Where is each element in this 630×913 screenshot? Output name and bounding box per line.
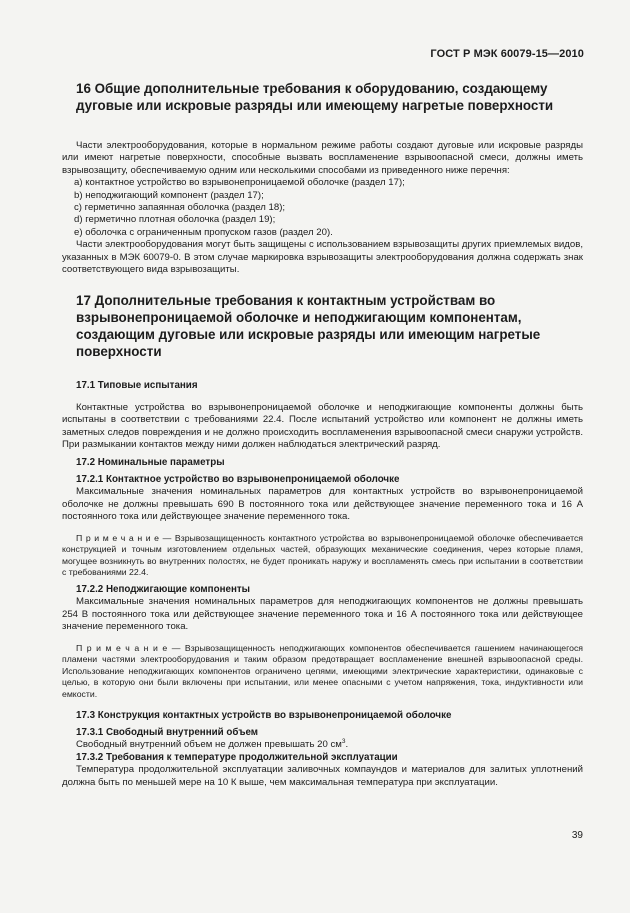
note-1-text: — Взрывозащищенность контактного устройства во взрывонепроницаемой оболочке обеспечивается конструкцией и точным изготовлением отдельных частей, образующих механические соединения, через которые пламя, могущее возникнуть во внутренних полостях, не будет проникать наружу и воспламенять смесь при испытании в соответствии с требованиями 22.4.	[62, 532, 584, 578]
note-2-label: П р и м е ч а н и е	[76, 642, 168, 653]
subsection-17-2-1-title: 17.2.1 Контактное устройство во взрывонепроницаемой оболочке	[76, 473, 400, 485]
note-1-label: П р и м е ч а н и е	[76, 532, 160, 543]
list-item: b) неподжигающий компонент (раздел 17);	[74, 189, 264, 201]
section-16-intro: Части электрооборудования, которые в нормальном режиме работы создают дуговые или искровые разряды или имеют нагретые поверхности, способные вызвать воспламенение взрывоопасной смеси, должны иметь взрывозащиту, обеспечиваемую одним или несколькими способами из приведенного ниже перечня:	[62, 140, 583, 176]
list-item: a) контактное устройство во взрывонепроницаемой оболочке (раздел 17);	[74, 177, 405, 189]
document-code-header: ГОСТ Р МЭК 60079-15—2010	[430, 48, 584, 60]
list-item: c) герметично запаянная оболочка (раздел 18);	[74, 202, 286, 214]
note-2	[62, 643, 583, 701]
subsection-17-3-2-text: Температура продолжительной эксплуатации заливочных компаундов и материалов для залитых уплотнений должна быть по меньшей мере на 10 К выше, чем максимальная температура при эксплуатации.	[62, 764, 583, 788]
subsection-17-2-2-text: Максимальные значения номинальных параметров для неподжигающих компонентов не должны превышать 254 В постоянного тока или действующее значение переменного тока и 16 А постоянного тока или действующее значение переменного тока.	[62, 596, 583, 633]
section-16-heading: 16 Общие дополнительные требования к оборудованию, создающему дуговые или искровые разряды или имеющему нагретые поверхности	[76, 81, 554, 113]
cubic-superscript: 3	[341, 738, 346, 746]
subsection-17-3-title: 17.3 Конструкция контактных устройств во взрывонепроницаемой оболочке	[76, 709, 452, 721]
subsection-17-1-title: 17.1 Типовые испытания	[76, 380, 198, 392]
section-17-heading: 17 Дополнительные требования к контактным устройствам во взрывонепроницаемой оболочке и неподжигающим компонентам, создающим дуговые или искровые разряды или имеющим нагретые поверхности	[76, 293, 541, 360]
list-item: e) оболочка с ограниченным пропуском газов (раздел 20).	[74, 226, 333, 238]
subsection-17-3-1-text	[62, 739, 583, 751]
page-content	[62, 80, 583, 789]
page-number: 39	[571, 830, 583, 841]
volume-requirement: Свободный внутренний объем не должен превышать 20 см	[76, 739, 342, 751]
list-item: d) герметично плотная оболочка (раздел 19);	[74, 214, 276, 226]
subsection-17-1-text: Контактные устройства во взрывонепроницаемой оболочке и неподжигающие компоненты должны быть испытаны в соответствии с требованиями 22.4. После испытаний устройство или компонент не должны иметь заметных следов повреждения и не должно происходить воспламенения взрывоопасной смеси снаружи устройств. При размыкании контактов между ними должен наблюдаться электрический разряд.	[62, 401, 583, 451]
subsection-17-3-2-title: 17.3.2 Требования к температуре продолжительной эксплуатации	[76, 751, 398, 763]
section-16-closing: Части электрооборудования могут быть защищены с использованием взрывозащиты других приемлемых видов, указанных в МЭК 60079-0. В этом случае маркировка взрывозащиты электрооборудования должна содержать знак соответствующего вида взрывозащиты.	[62, 239, 583, 276]
subsection-17-3-1-title: 17.3.1 Свободный внутренний объем	[76, 726, 259, 738]
note-2-text: — Взрывозащищенность неподжигающих компонентов обеспечивается гашением начинающегося пламени частями электрооборудования и таким образом предотвращает воспламенение внешней взрывоопасной среды. Использование неподжигающих компонентов ограничено цепями, имеющими электрические характеристики, одинаковые с целью, в которую они были включены при испытании, или менее опасными с учетом напряжения, тока, индуктивности или емкости.	[62, 642, 583, 699]
volume-requirement-end: .	[345, 739, 349, 751]
note-1	[62, 533, 583, 579]
subsection-17-2-1-text: Максимальные значения номинальных параметров для контактных устройств во взрывонепроницаемой оболочке не должны превышать 690 В постоянного тока или действующее значение переменного тока и 16 А постоянного тока или действующее значение переменного тока.	[62, 486, 583, 523]
subsection-17-2-title: 17.2 Номинальные параметры	[76, 456, 225, 468]
protection-methods-list	[62, 177, 583, 239]
subsection-17-2-2-title: 17.2.2 Неподжигающие компоненты	[76, 583, 251, 595]
